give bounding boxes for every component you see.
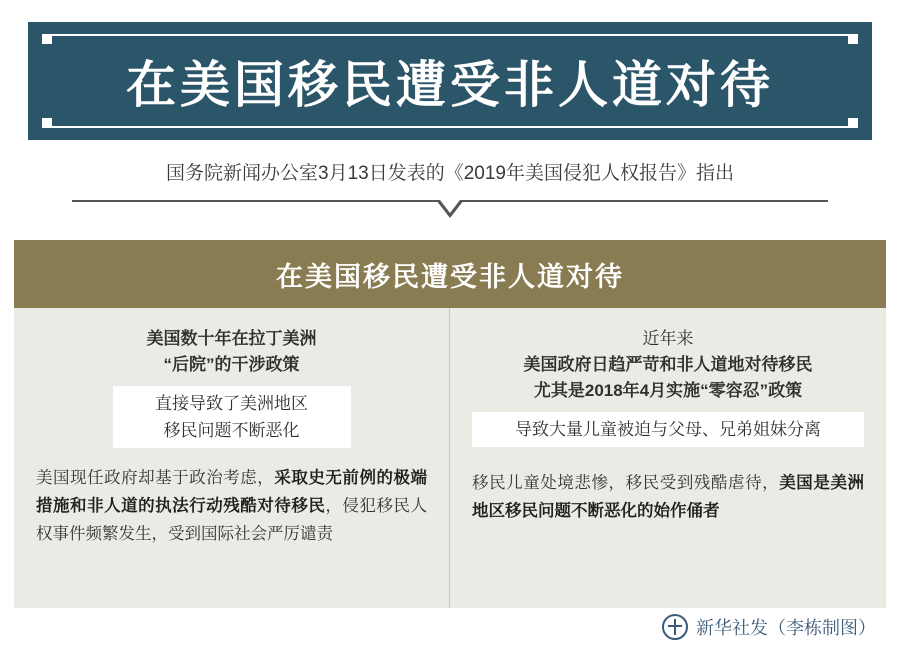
right-body-part-1: 移民儿童处境悲惨，移民受到残酷虐待， [472, 474, 780, 492]
right-highlight-line-1: 导致大量儿童被迫与父母、兄弟姐妹分离 [515, 420, 821, 439]
card-header-title: 在美国移民遭受非人道对待 [14, 240, 886, 308]
left-heading [36, 326, 427, 378]
column-left [14, 308, 450, 608]
banner-corner-notch-top-left [42, 34, 52, 44]
banner-corner-notch-bottom-left [42, 118, 52, 128]
subtitle-source-line: 国务院新闻办公室3月13日发表的《2019年美国侵犯人权报告》指出 [166, 163, 734, 184]
left-body-text [36, 464, 427, 548]
xinhua-logo-icon [662, 614, 688, 640]
right-highlight-box [472, 412, 864, 447]
left-heading-line-1: 美国数十年在拉丁美洲 [146, 329, 317, 348]
right-heading-line-2: 美国政府日趋严苛和非人道地对待移民 [523, 355, 813, 374]
banner-corner-notch-bottom-right [848, 118, 858, 128]
right-heading [472, 326, 864, 404]
chevron-down-icon-inner [440, 200, 460, 213]
card-columns [14, 308, 886, 608]
credit-line [662, 614, 876, 640]
page-title: 在美国移民遭受非人道对待 [126, 57, 774, 113]
right-heading-line-1: 近年来 [642, 329, 694, 348]
left-heading-line-2: “后院”的干涉政策 [163, 355, 300, 374]
content-card [14, 240, 886, 608]
credit-text: 新华社发（李栋制图） [696, 618, 876, 638]
column-right [450, 308, 886, 608]
left-body-part-2: ，侵犯移民人权事件频繁发生，受到国际社会严厉谴责 [36, 497, 428, 543]
left-highlight-box [113, 386, 351, 448]
left-body-bold: 采取史无前例的极端措施和非人道的执法行动残酷对待移民 [36, 469, 428, 515]
banner-corner-notch-top-right [848, 34, 858, 44]
banner-background [28, 22, 872, 140]
right-heading-line-3: 尤其是2018年4月实施“零容忍”政策 [533, 381, 803, 400]
left-highlight-line-2: 移民问题不断恶化 [163, 421, 300, 440]
left-body-part-1: 美国现任政府却基于政治考虑， [36, 469, 275, 487]
right-body-bold: 美国是美洲地区移民问题不断恶化的始作俑者 [472, 474, 865, 520]
right-body-text [472, 469, 864, 525]
left-highlight-line-1: 直接导致了美洲地区 [155, 394, 308, 413]
title-banner [28, 22, 872, 140]
